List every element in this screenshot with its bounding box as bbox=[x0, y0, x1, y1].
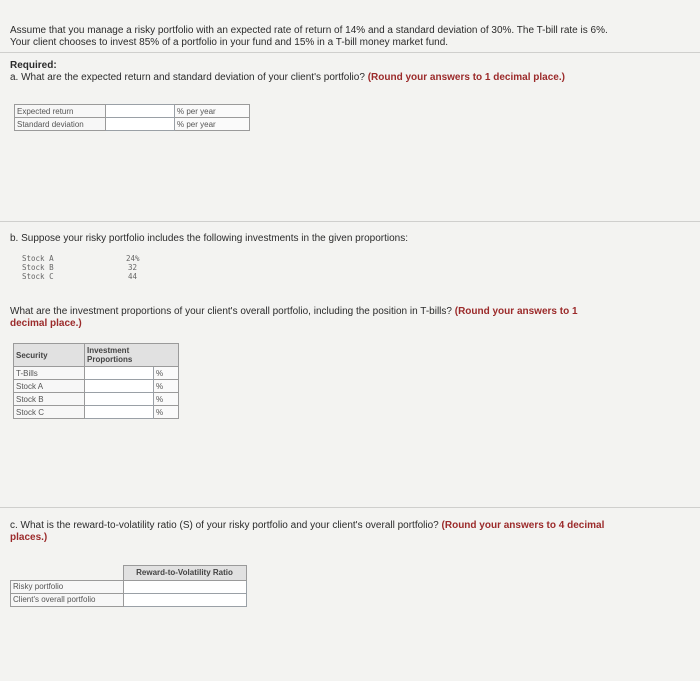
table-row bbox=[11, 593, 247, 606]
table-row bbox=[14, 406, 179, 419]
part-a-question-text: a. What are the expected return and standard deviation of your client's portfolio? bbox=[10, 72, 365, 83]
part-c-answer-table bbox=[10, 565, 247, 607]
stock-a-label: Stock A bbox=[14, 380, 85, 393]
stock-c-unit: % bbox=[154, 406, 179, 419]
part-b-answer-table bbox=[13, 343, 179, 419]
divider bbox=[0, 507, 700, 508]
required-label: Required: bbox=[10, 60, 57, 71]
t-bills-input[interactable] bbox=[85, 367, 154, 380]
stock-c-name: Stock C bbox=[22, 272, 54, 281]
part-a-answer-table bbox=[14, 104, 250, 131]
part-b-question-2 bbox=[10, 306, 578, 318]
standard-deviation-input[interactable] bbox=[106, 118, 175, 131]
standard-deviation-unit: % per year bbox=[175, 118, 250, 131]
intro-line-2: Your client chooses to invest 85% of a portfolio in your fund and 15% in a T-bill money market fund. bbox=[10, 37, 449, 48]
part-b-instruction: (Round your answers to 1 bbox=[454, 306, 578, 317]
part-b-question-2-text: What are the investment proportions of your client's overall portfolio, including the position in T-bills? bbox=[10, 306, 452, 317]
t-bills-label: T-Bills bbox=[14, 367, 85, 380]
stock-b-value: 32 bbox=[128, 263, 138, 272]
table-row bbox=[15, 118, 250, 131]
empty-corner-cell bbox=[11, 566, 124, 581]
stock-a-value: 24% bbox=[126, 254, 140, 263]
table-row bbox=[11, 580, 247, 593]
table-row bbox=[14, 367, 179, 380]
stock-a-input[interactable] bbox=[85, 380, 154, 393]
stock-c-input[interactable] bbox=[85, 406, 154, 419]
header-line-1: Investment bbox=[87, 346, 130, 355]
part-b-instruction-cont: decimal place.) bbox=[10, 318, 82, 329]
table-header-row bbox=[14, 344, 179, 367]
part-a-question bbox=[10, 72, 565, 84]
stock-c-value: 44 bbox=[128, 272, 138, 281]
stock-c-label: Stock C bbox=[14, 406, 85, 419]
table-header-row bbox=[11, 566, 247, 581]
table-row bbox=[15, 105, 250, 118]
stock-b-input[interactable] bbox=[85, 393, 154, 406]
risky-portfolio-input[interactable] bbox=[123, 580, 246, 593]
expected-return-label: Expected return bbox=[15, 105, 106, 118]
divider bbox=[0, 221, 700, 222]
part-a-instruction: (Round your answers to 1 decimal place.) bbox=[367, 72, 565, 83]
risky-portfolio-label: Risky portfolio bbox=[11, 580, 124, 593]
part-c-question-text: c. What is the reward-to-volatility ratio (S) of your risky portfolio and your client's overall portfolio? bbox=[10, 520, 439, 531]
expected-return-unit: % per year bbox=[175, 105, 250, 118]
table-row bbox=[14, 393, 179, 406]
stock-a-unit: % bbox=[154, 380, 179, 393]
part-c-question bbox=[10, 520, 604, 532]
expected-return-input[interactable] bbox=[106, 105, 175, 118]
table-row bbox=[14, 380, 179, 393]
part-c-instruction: (Round your answers to 4 decimal bbox=[441, 520, 605, 531]
stock-a-name: Stock A bbox=[22, 254, 54, 263]
stock-b-unit: % bbox=[154, 393, 179, 406]
divider bbox=[0, 52, 700, 53]
clients-overall-portfolio-label: Client's overall portfolio bbox=[11, 593, 124, 606]
investment-proportions-column-header bbox=[85, 344, 179, 367]
standard-deviation-label: Standard deviation bbox=[15, 118, 106, 131]
security-column-header: Security bbox=[14, 344, 85, 367]
part-c-instruction-cont: places.) bbox=[10, 532, 48, 543]
intro-line-1: Assume that you manage a risky portfolio with an expected rate of return of 14% and a standard deviation of 30%. The T-bill rate is 6%. bbox=[10, 25, 608, 36]
clients-overall-portfolio-input[interactable] bbox=[123, 593, 246, 606]
header-line-2: Proportions bbox=[87, 355, 133, 364]
reward-to-volatility-column-header: Reward-to-Volatility Ratio bbox=[123, 566, 246, 581]
stock-b-name: Stock B bbox=[22, 263, 54, 272]
stock-b-label: Stock B bbox=[14, 393, 85, 406]
t-bills-unit: % bbox=[154, 367, 179, 380]
part-b-question: b. Suppose your risky portfolio includes the following investments in the given proportions: bbox=[10, 233, 408, 244]
